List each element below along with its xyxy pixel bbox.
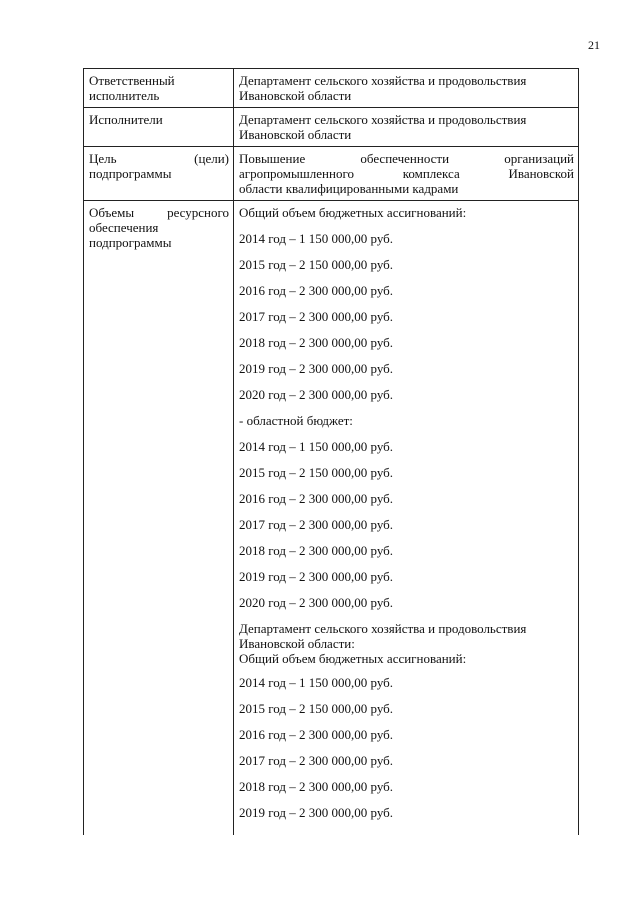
value-line: Повышение обеспеченности организаций (239, 151, 574, 166)
label-line: Ответственный (89, 73, 175, 88)
label-line: Исполнители (89, 112, 163, 127)
value-responsible-executor (234, 69, 579, 108)
label-line: подпрограммы (89, 235, 172, 250)
value-line: области квалифицированными кадрами (239, 181, 459, 196)
label-line: исполнитель (89, 88, 160, 103)
row-resources (84, 201, 579, 836)
regional-year-entry: 2019 год – 2 300 000,00 руб. (239, 569, 394, 584)
regional-year-entry: 2018 год – 2 300 000,00 руб. (239, 543, 394, 558)
dept-year-entry: 2017 год – 2 300 000,00 руб. (239, 753, 394, 768)
total-year-entry: 2020 год – 2 300 000,00 руб. (239, 387, 394, 402)
value-line: Ивановской области (239, 127, 352, 142)
total-heading: Общий объем бюджетных ассигнований: (239, 205, 467, 220)
dept-year-entry: 2016 год – 2 300 000,00 руб. (239, 727, 394, 742)
dept-heading (239, 621, 574, 675)
label-line: Цель (цели) (89, 151, 229, 166)
label-line: Объемы ресурсного (89, 205, 229, 220)
regional-year-entry: 2014 год – 1 150 000,00 руб. (239, 439, 394, 454)
dept-year-entry: 2014 год – 1 150 000,00 руб. (239, 675, 394, 690)
dept-year-entry: 2018 год – 2 300 000,00 руб. (239, 779, 394, 794)
page-number: 21 (588, 38, 600, 52)
value-line: Департамент сельского хозяйства и продовольствия (239, 112, 527, 127)
dept-year-entry: 2015 год – 2 150 000,00 руб. (239, 701, 394, 716)
regional-year-entry: 2020 год – 2 300 000,00 руб. (239, 595, 394, 610)
total-year-entry: 2014 год – 1 150 000,00 руб. (239, 231, 394, 246)
label-executors (84, 108, 234, 147)
row-goal (84, 147, 579, 201)
total-year-entry: 2019 год – 2 300 000,00 руб. (239, 361, 394, 376)
value-goal (234, 147, 579, 201)
row-executors (84, 108, 579, 147)
label-responsible-executor (84, 69, 234, 108)
label-line: подпрограммы (89, 166, 172, 181)
dept-heading-line: Общий объем бюджетных ассигнований: (239, 651, 467, 666)
value-line: Департамент сельского хозяйства и продовольствия (239, 73, 527, 88)
regional-year-entry: 2016 год – 2 300 000,00 руб. (239, 491, 394, 506)
total-year-entry: 2016 год – 2 300 000,00 руб. (239, 283, 394, 298)
total-year-entry: 2015 год – 2 150 000,00 руб. (239, 257, 394, 272)
total-year-entry: 2017 год – 2 300 000,00 руб. (239, 309, 394, 324)
regional-year-entry: 2015 год – 2 150 000,00 руб. (239, 465, 394, 480)
subprogram-passport-table (83, 68, 579, 835)
value-line: Ивановской области (239, 88, 352, 103)
label-resources (84, 201, 234, 836)
dept-heading-line: Департамент сельского хозяйства и продовольствия (239, 621, 527, 636)
label-line: обеспечения (89, 220, 159, 235)
regional-heading: - областной бюджет: (239, 413, 353, 428)
value-line: агропромышленного комплекса Ивановской (239, 166, 574, 181)
value-resources (234, 201, 579, 836)
value-executors (234, 108, 579, 147)
row-responsible-executor (84, 69, 579, 108)
dept-heading-line: Ивановской области: (239, 636, 355, 651)
dept-year-entry: 2019 год – 2 300 000,00 руб. (239, 805, 394, 820)
regional-year-entry: 2017 год – 2 300 000,00 руб. (239, 517, 394, 532)
label-goal (84, 147, 234, 201)
total-year-entry: 2018 год – 2 300 000,00 руб. (239, 335, 394, 350)
